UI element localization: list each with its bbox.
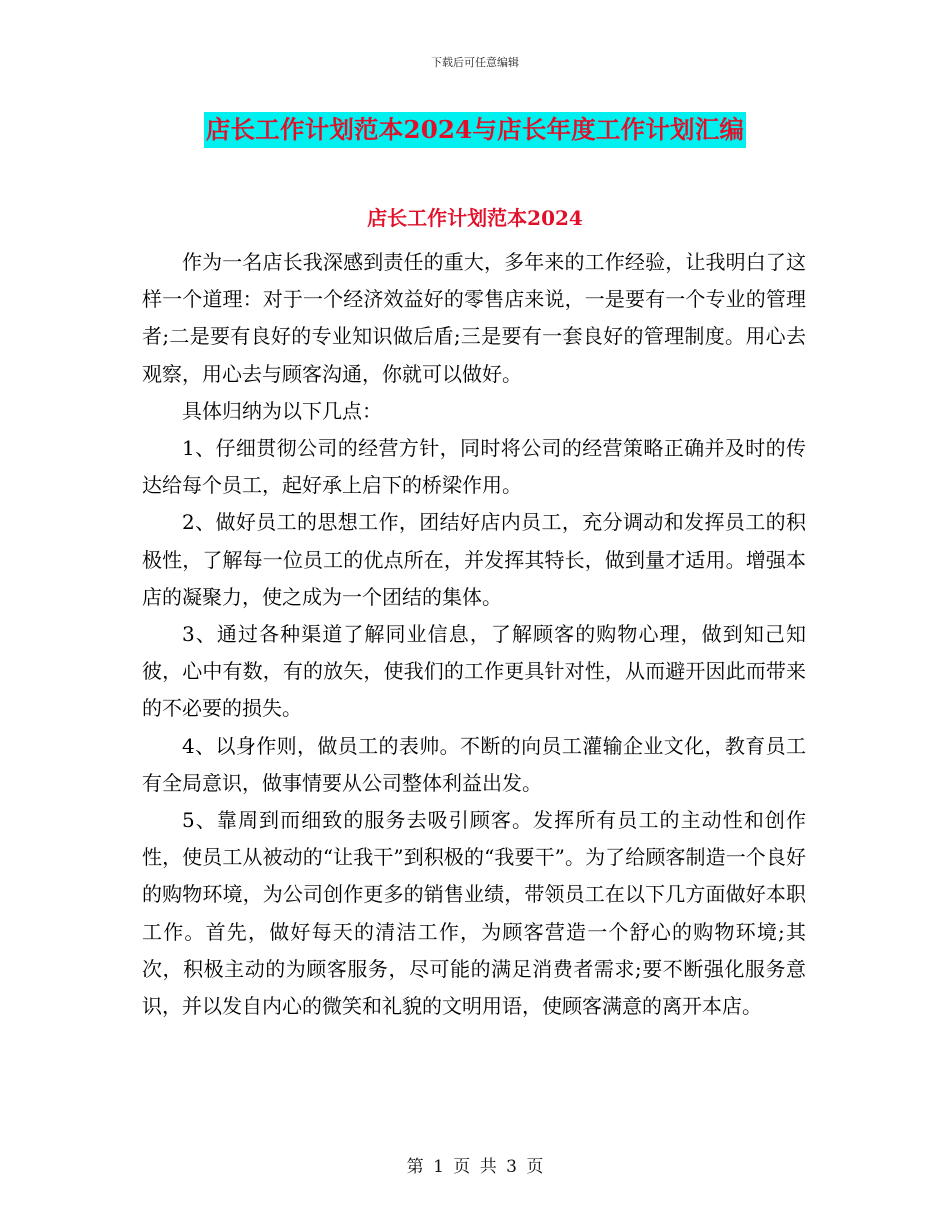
page-footer: 第 1 页 共 3 页 [406,1157,544,1177]
document-title [0,112,950,148]
paragraph: 3、通过各种渠道了解同业信息，了解顾客的购物心理，做到知己知彼，心中有数，有的放矢，使我们的工作更具针对性，从而避开因此而带来的不必要的损失。 [142,622,806,721]
paragraph: 5、靠周到而细致的服务去吸引顾客。发挥所有员工的主动性和创作性，使员工从被动的“让我干”到积极的“我要干”。为了给顾客制造一个良好的购物环境，为公司创作更多的销售业绩，带领员工在以下几方面做好本职工作。首先，做好每天的清洁工作，为顾客营造一个舒心的购物环境;其次，积极主动的为顾客服务，尽可能的满足消费者需求;要不断强化服务意识，并以发自内心的微笑和礼貌的文明用语，使顾客满意的离开本店。 [142,808,806,1019]
paragraph: 具体归纳为以下几点： [182,398,382,423]
paragraph: 4、以身作则，做员工的表帅。不断的向员工灌输企业文化，教育员工有全局意识，做事情要从公司整体利益出发。 [142,733,806,795]
header-note: 下载后可任意编辑 [431,56,519,69]
body-text [142,244,806,1025]
section-title: 店长工作计划范本2024 [367,206,583,230]
document-title-text: 店长工作计划范本2024与店长年度工作计划汇编 [204,112,746,148]
paragraph: 2、做好员工的思想工作，团结好店内员工，充分调动和发挥员工的积极性，了解每一位员工的优点所在，并发挥其特长，做到量才适用。增强本店的凝聚力，使之成为一个团结的集体。 [142,510,806,609]
paragraph: 作为一名店长我深感到责任的重大，多年来的工作经验，让我明白了这样一个道理：对于一个经济效益好的零售店来说，一是要有一个专业的管理者;二是要有良好的专业知识做后盾;三是要有一套良好的管理制度。用心去观察，用心去与顾客沟通，你就可以做好。 [142,250,806,386]
paragraph: 1、仔细贯彻公司的经营方针，同时将公司的经营策略正确并及时的传达给每个员工，起好承上启下的桥梁作用。 [142,436,806,498]
